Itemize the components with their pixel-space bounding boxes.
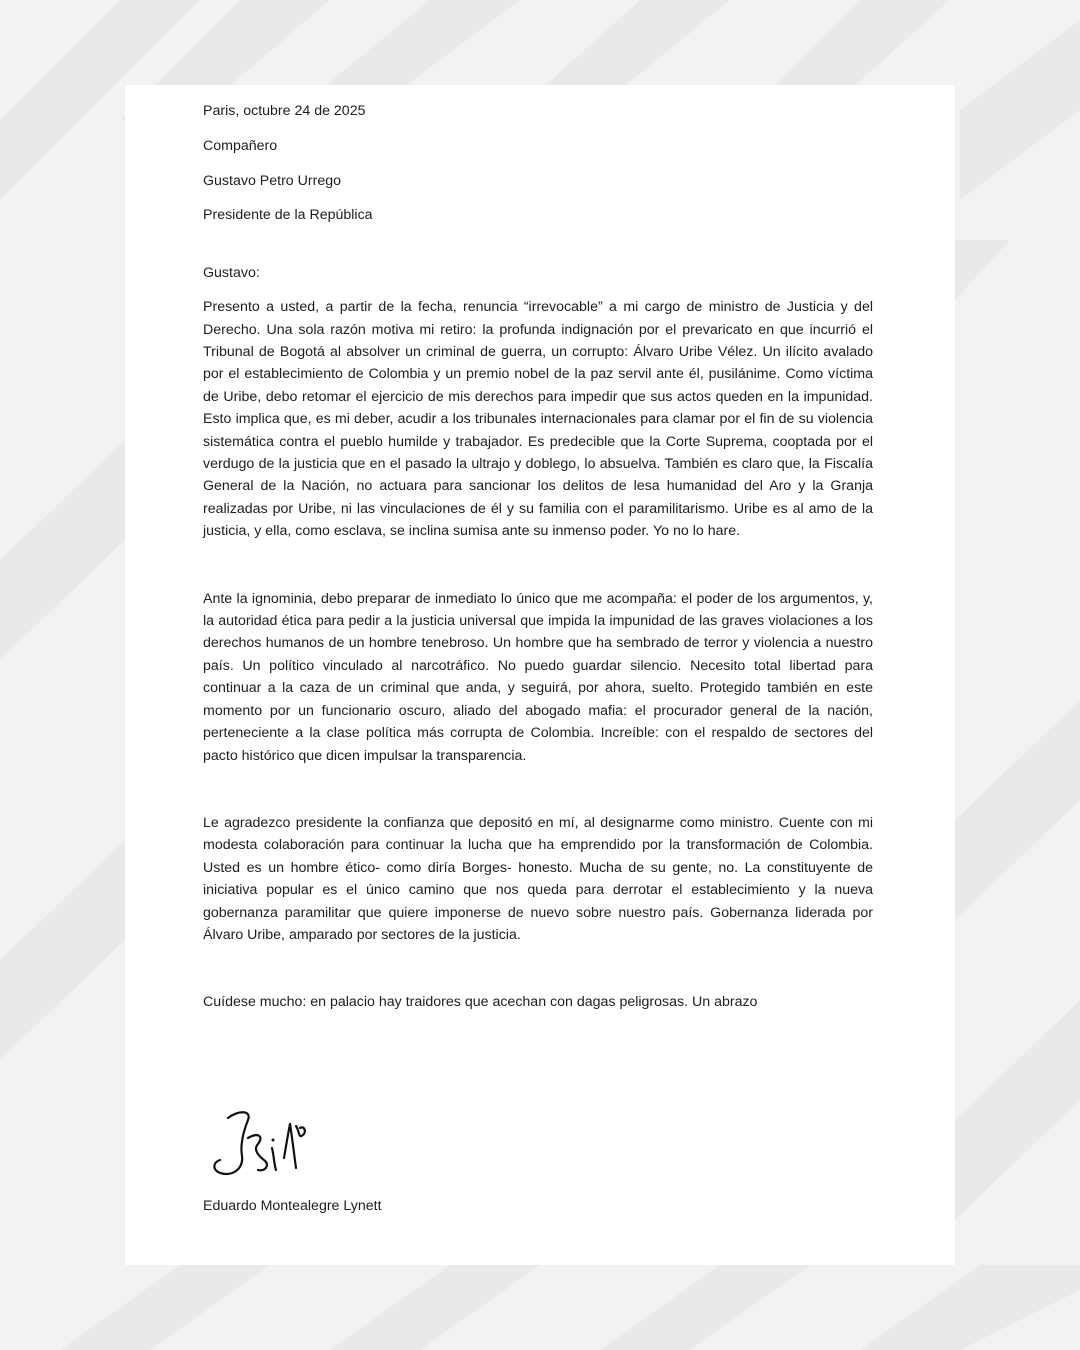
signer-name: Eduardo Montealegre Lynett bbox=[203, 1198, 382, 1214]
paragraph-resignation: Presento a usted, a partir de la fecha, renuncia “irrevocable” a mi cargo de ministro de Justicia y del Derecho. Una sola razón motiva mi retiro: la profunda indignación por el prevaricato en que incurrió el Tribunal de Bogotá al absolver un criminal de guerra, un corrupto: Álvaro Uribe Vélez. Un ilícito avalado por el establecimiento de Colombia y un premio nobel de la paz servil ante él, pusilánime. Como víctima de Uribe, debo retomar el ejercicio de mis derechos para impedir que sus actos queden en la impunidad. Esto implica que, es mi deber, acudir a los tribunales internacionales para clamar por el fin de su violencia sistemática contra el pueblo humilde y trabajador. Es predecible que la Corte Suprema, cooptada por el verdugo de la justicia que en el pasado la ultrajo y doblego, lo absuelva. También es claro que, la Fiscalía General de la Nación, no actuara para sancionar los delitos de lesa humanidad del Aro y la Granja realizadas por Uribe, ni las vinculaciones de él y su familia con el paramilitarismo. Uribe es al amo de la justicia, y ella, como esclava, se inclina sumisa ante su inmenso poder. Yo no lo hare. bbox=[203, 299, 873, 540]
date-line: Paris, octubre 24 de 2025 bbox=[203, 103, 366, 119]
closing-line: Cuídese mucho: en palacio hay traidores que acechan con dagas peligrosas. Un abrazo bbox=[203, 994, 758, 1011]
addressee-name: Gustavo Petro Urrego bbox=[203, 172, 341, 189]
addressee-position: Presidente de la República bbox=[203, 207, 373, 224]
signature bbox=[200, 1098, 335, 1183]
paragraph-thanks: Le agradezco presidente la confianza que depositó en mí, al designarme como ministro. Cuente con mi modesta colaboración para continuar la lucha que ha emprendido por la transformación de Colombia. Usted es un hombre ético- como diría Borges- honesto. Mucha de su gente, no. La constituyente de iniciativa popular es el único camino que nos queda para derrotar el establecimiento y la nueva gobernanza paramilitar que quiere imponerse de nuevo sobre nuestro país. Gobernanza liderada por Álvaro Uribe, amparado por sectores de la justicia. bbox=[203, 814, 873, 943]
addressee-title: Compañero bbox=[203, 137, 278, 154]
letter-body bbox=[203, 100, 873, 1014]
paragraph-ignominy: Ante la ignominia, debo preparar de inmediato lo único que me acompaña: el poder de los argumentos, y, la autoridad ética para pedir a la justicia universal que impida la impunidad de las graves violaciones a los derechos humanos de un hombre tenebroso. Un hombre que ha sembrado de terror y violencia a nuestro país. Un político vinculado al narcotráfico. No puedo guardar silencio. Necesito total libertad para continuar a la caza de un criminal que anda, y seguirá, por ahora, suelto. Protegido también en este momento por un funcionario oscuro, aliado del abogado mafia: el procurador general de la nación, perteneciente a la clase política más corrupta de Colombia. Increíble: con el respaldo de sectores del pacto histórico que dicen impulsar la transparencia. bbox=[203, 590, 873, 764]
salutation: Gustavo: bbox=[203, 264, 260, 281]
